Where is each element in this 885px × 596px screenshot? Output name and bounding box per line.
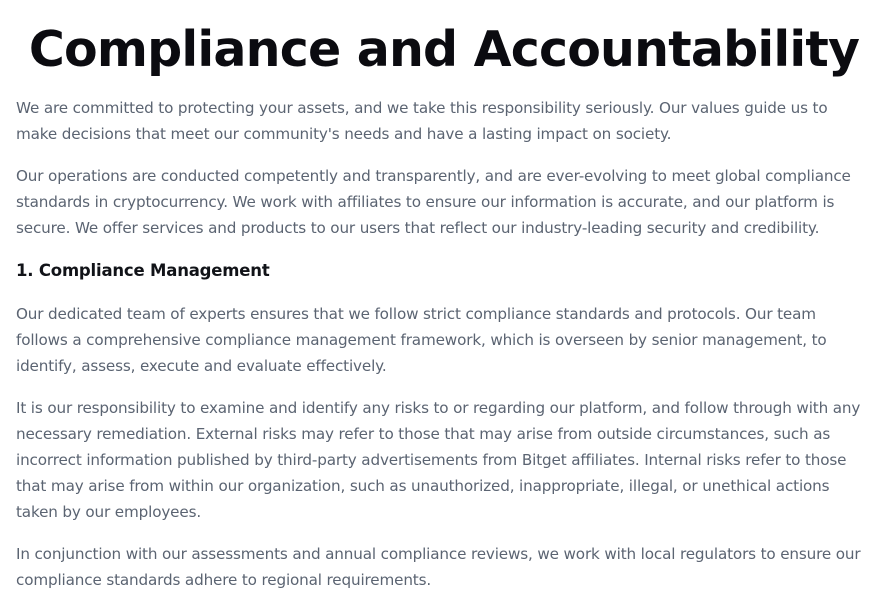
section-heading-compliance-management: 1. Compliance Management: [16, 261, 270, 280]
page-title: Compliance and Accountability: [28, 21, 860, 78]
intro-paragraph-1: We are committed to protecting your assets, and we take this responsibility seriously. Our values guide us to make decisions that meet our community's needs and have a lasting impact on society.: [16, 99, 828, 143]
section-1-paragraph-3: In conjunction with our assessments and annual compliance reviews, we work with local regulators to ensure our compliance standards adhere to regional requirements.: [16, 545, 861, 589]
document-content: [16, 0, 872, 589]
section-1-paragraph-1: Our dedicated team of experts ensures that we follow strict compliance standards and protocols. Our team follows a comprehensive compliance management framework, which is overseen by senior management, to identify, assess, execute and evaluate effectively.: [16, 305, 827, 375]
section-1-paragraph-2: It is our responsibility to examine and identify any risks to or regarding our platform, and follow through with any necessary remediation. External risks may refer to those that may arise from outside circumstances, such as incorrect information published by third-party advertisements from Bitget affiliates. Internal risks refer to those that may arise from within our organization, such as unauthorized, inappropriate, illegal, or unethical actions taken by our employees.: [16, 399, 861, 521]
intro-paragraph-2: Our operations are conducted competently and transparently, and are ever-evolving to meet global compliance standards in cryptocurrency. We work with affiliates to ensure our information is accurate, and our platform is secure. We offer services and products to our users that reflect our industry-leading security and credibility.: [16, 167, 851, 237]
